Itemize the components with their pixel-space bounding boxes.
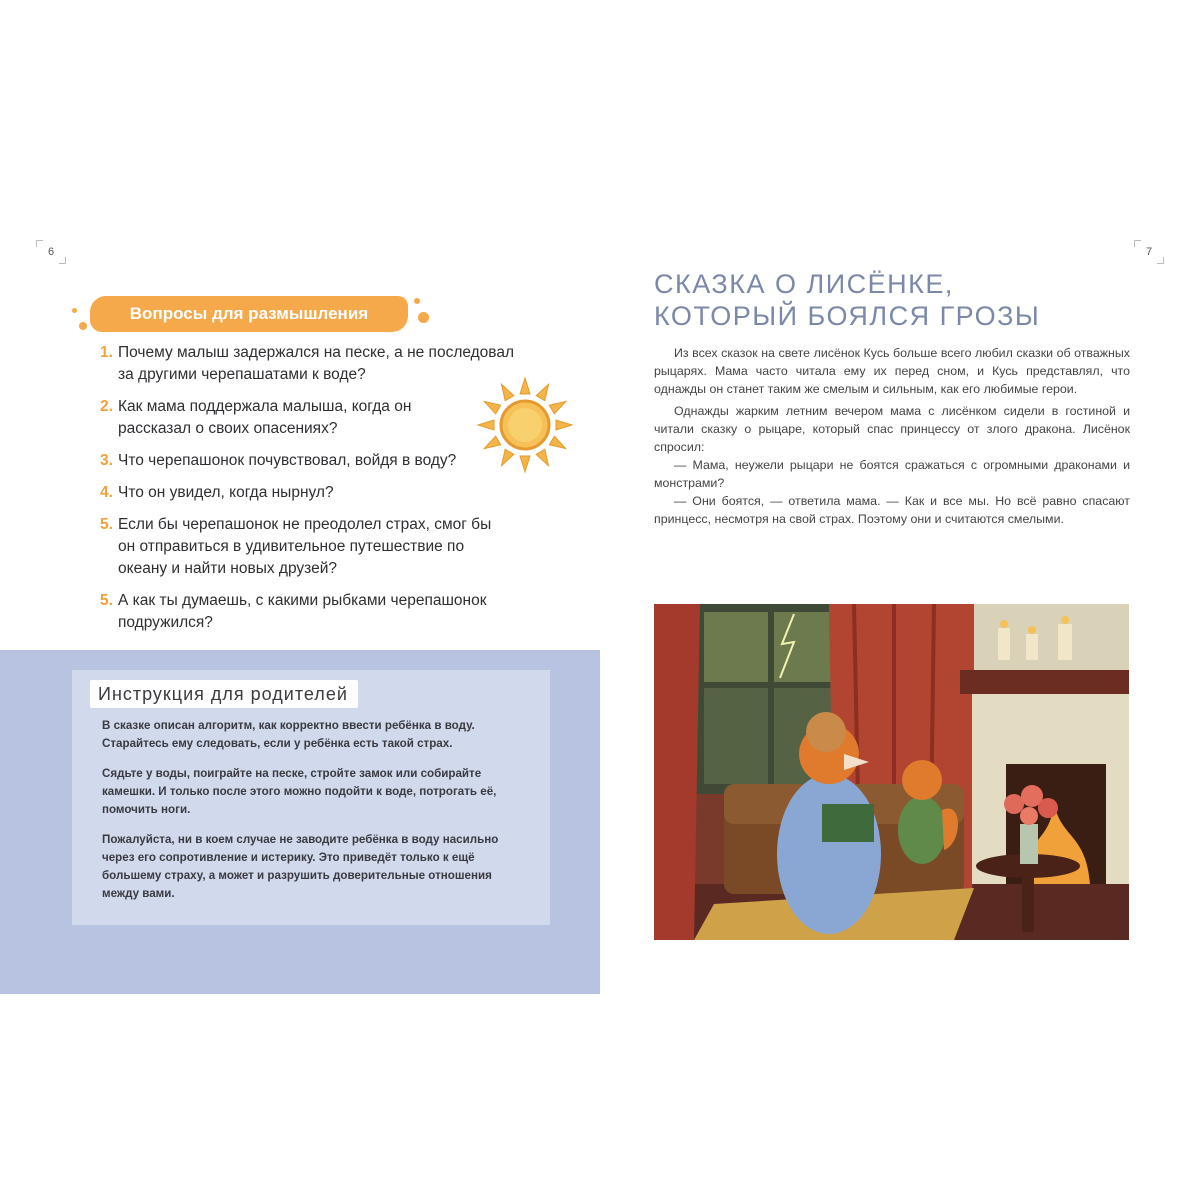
page-number-right: 7 — [1134, 240, 1164, 264]
question-item — [100, 514, 498, 580]
story-title-line: КОТОРЫЙ БОЯЛСЯ ГРОЗЫ — [654, 301, 1041, 331]
decor-dot — [72, 308, 77, 313]
question-text: Что черепашонок почувствовал, войдя в воду? — [118, 452, 457, 469]
curtain-left — [654, 604, 700, 940]
questions-title-banner: Вопросы для размышления — [90, 296, 408, 332]
story-paragraph: Из всех сказок на свете лисёнок Кусь больше всего любил сказки об отважных рыцарях. Мама часто читала ему их перед сном, и Кусь представлял, что однажды он станет таким же смелым и сильным, как его любимые герои. — [654, 346, 1130, 396]
question-number: 5. — [100, 592, 113, 609]
fox-cub — [898, 796, 946, 864]
flower — [1020, 807, 1038, 825]
question-number: 1. — [100, 344, 113, 361]
instructions-paragraph: В сказке описан алгоритм, как корректно ввести ребёнка в воду. Старайтесь ему следовать, если у ребёнка есть такой страх. — [102, 719, 475, 750]
decor-dot — [79, 322, 87, 330]
question-item — [100, 482, 530, 504]
instructions-title: Инструкция для родителей — [90, 680, 358, 708]
question-number: 4. — [100, 484, 113, 501]
instructions-paragraph: Пожалуйста, ни в коем случае не заводите ребёнка в воду насильно через его сопротивление и истерику. Это приведёт только к ещё большему страху, а может и разрушить доверительные отношения между вами. — [102, 833, 499, 900]
fireplace — [974, 604, 1129, 674]
instructions-text — [102, 717, 532, 915]
question-item — [100, 590, 528, 634]
story-paragraph: Однажды жарким летним вечером мама с лисёнком сидели в гостиной и читали сказку о рыцаре, который спас принцессу от злого дракона. Лисёнок спросил: — [654, 404, 1130, 454]
page-number-left: 6 — [36, 240, 66, 264]
flower — [1004, 794, 1024, 814]
question-text: Если бы черепашонок не преодолел страх, смог бы он отправиться в удивительное путешествие по океану и найти новых друзей? — [118, 516, 492, 577]
decor-dot — [418, 312, 429, 323]
question-text: Что он увидел, когда нырнул? — [118, 484, 334, 501]
mother-fox — [777, 774, 881, 934]
question-number: 2. — [100, 398, 113, 415]
story-paragraph: — Мама, неужели рыцари не боятся сражаться с огромными драконами и монстрами? — [654, 458, 1130, 490]
instructions-paragraph: Сядьте у воды, поиграйте на песке, стройте замок или собирайте камешки. И только после этого можно подойти к воде, потрогать её, помочить ноги. — [102, 767, 497, 816]
flower — [1038, 798, 1058, 818]
story-title — [654, 268, 1074, 332]
story-title-line: СКАЗКА О ЛИСЁНКЕ, — [654, 269, 954, 299]
question-item — [100, 342, 528, 386]
questions-list — [100, 342, 530, 634]
story-paragraph: — Они боятся, — ответила мама. — Как и все мы. Но всё равно спасают принцесс, несмотря на свой страх. Поэтому они и считаются смелыми. — [654, 494, 1130, 526]
question-text: А как ты думаешь, с какими рыбками черепашонок подружился? — [118, 592, 487, 631]
book — [822, 804, 874, 842]
decor-dot — [414, 298, 420, 304]
question-text: Как мама поддержала малыша, когда он рассказал о своих опасениях? — [118, 398, 412, 437]
question-item — [100, 396, 418, 440]
story-illustration — [654, 604, 1129, 940]
question-item — [100, 450, 530, 472]
vase — [1020, 824, 1038, 864]
question-number: 3. — [100, 452, 113, 469]
question-text: Почему малыш задержался на песке, а не последовал за другими черепашатами к воде? — [118, 344, 515, 383]
story-text — [654, 344, 1130, 528]
question-number: 5. — [100, 516, 113, 533]
